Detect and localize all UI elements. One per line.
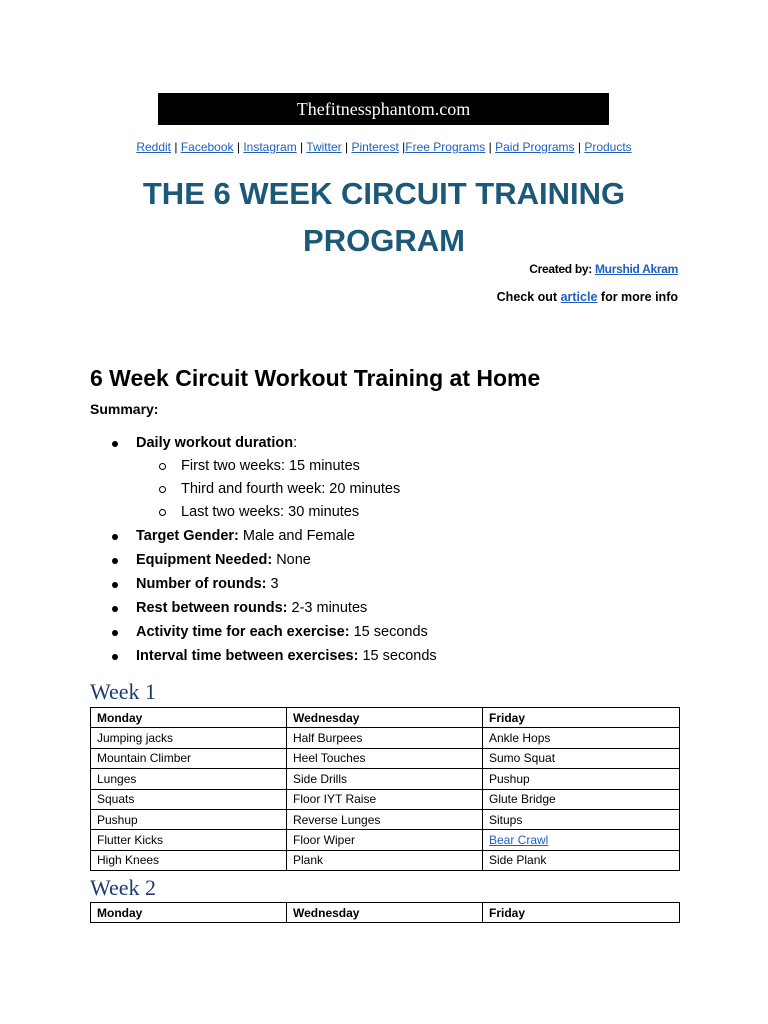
duration-item: Last two weeks: 30 minutes — [181, 504, 360, 520]
table-cell — [483, 830, 680, 850]
nav-link-reddit[interactable]: Reddit — [136, 140, 172, 154]
nav-link-free-programs[interactable]: Free Programs — [405, 140, 486, 154]
duration-item: Third and fourth week: 20 minutes — [181, 481, 401, 497]
table-header-row — [91, 903, 680, 923]
item-value: 3 — [270, 576, 279, 592]
table-cell: Plank — [287, 850, 483, 870]
table-cell: Pushup — [483, 769, 680, 789]
week-2-title: Week 2 — [90, 875, 157, 900]
item-value: 15 seconds — [353, 624, 428, 640]
nav-separator: | — [488, 140, 492, 154]
duration-item: First two weeks: 15 minutes — [181, 458, 360, 474]
table-cell: Floor IYT Raise — [287, 789, 483, 809]
bullet-icon — [112, 441, 118, 447]
table-row — [91, 830, 680, 850]
nav-links — [0, 139, 768, 155]
item-label: Rest between rounds: — [136, 600, 288, 616]
column-header: Monday — [91, 903, 287, 923]
nav-link-twitter[interactable]: Twitter — [306, 140, 342, 154]
week-2-table — [90, 902, 680, 923]
week-1-title: Week 1 — [90, 679, 157, 704]
table-cell: Lunges — [91, 769, 287, 789]
table-cell: Ankle Hops — [483, 728, 680, 748]
table-row — [91, 850, 680, 870]
nav-link-paid-programs[interactable]: Paid Programs — [495, 140, 575, 154]
table-header-row — [91, 708, 680, 728]
article-note — [497, 290, 678, 304]
table-cell: Sumo Squat — [483, 748, 680, 768]
table-row — [91, 728, 680, 748]
table-cell: Side Drills — [287, 769, 483, 789]
table-row — [91, 769, 680, 789]
nav-separator: | — [344, 140, 349, 154]
author-credit — [529, 262, 678, 276]
nav-link-products[interactable]: Products — [584, 140, 632, 154]
nav-separator: | — [577, 140, 581, 154]
bullet-icon — [112, 654, 118, 660]
item-label: Target Gender: — [136, 528, 239, 544]
column-header: Friday — [483, 903, 680, 923]
hollow-bullet-icon — [159, 509, 166, 516]
page-title-line-1: THE 6 WEEK CIRCUIT TRAINING — [142, 176, 626, 211]
table-cell: Side Plank — [483, 850, 680, 870]
bullet-icon — [112, 582, 118, 588]
item-label: Number of rounds: — [136, 576, 267, 592]
table-cell: Flutter Kicks — [91, 830, 287, 850]
nav-separator: | — [402, 140, 406, 154]
table-cell: Jumping jacks — [91, 728, 287, 748]
table-cell: Pushup — [91, 809, 287, 829]
bullet-icon — [112, 606, 118, 612]
checkout-prefix: Check out — [496, 290, 558, 304]
page-title — [84, 170, 684, 264]
table-row — [91, 748, 680, 768]
table-cell: Half Burpees — [287, 728, 483, 748]
column-header: Wednesday — [287, 708, 483, 728]
bullet-icon — [112, 558, 118, 564]
week-1-table — [90, 707, 680, 871]
nav-link-pinterest[interactable]: Pinterest — [351, 140, 399, 154]
column-header: Friday — [483, 708, 680, 728]
item-label: Equipment Needed: — [136, 552, 273, 568]
table-cell: Glute Bridge — [483, 789, 680, 809]
table-cell: Heel Touches — [287, 748, 483, 768]
nav-separator: | — [236, 140, 240, 154]
duration-label: Daily workout duration — [136, 435, 294, 451]
table-row — [91, 809, 680, 829]
column-header: Monday — [91, 708, 287, 728]
bear-crawl-link[interactable]: Bear Crawl — [489, 833, 549, 848]
site-banner: Thefitnessphantom.com — [158, 93, 609, 125]
table-row — [91, 789, 680, 809]
table-cell: Reverse Lunges — [287, 809, 483, 829]
article-link[interactable]: article — [560, 290, 598, 304]
bullet-icon — [112, 630, 118, 636]
item-value: 2-3 minutes — [291, 600, 368, 616]
table-cell: High Knees — [91, 850, 287, 870]
item-value: Male and Female — [242, 528, 355, 544]
hollow-bullet-icon — [159, 463, 166, 470]
page-title-line-2: PROGRAM — [303, 223, 465, 258]
table-cell: Situps — [483, 809, 680, 829]
duration-colon: : — [293, 435, 298, 451]
nav-link-instagram[interactable]: Instagram — [243, 140, 297, 154]
nav-separator: | — [300, 140, 304, 154]
item-label: Interval time between exercises: — [136, 648, 359, 664]
column-header: Wednesday — [287, 903, 483, 923]
summary-label: Summary: — [90, 401, 159, 417]
item-value: 15 seconds — [362, 648, 437, 664]
item-label: Activity time for each exercise: — [136, 624, 350, 640]
bullet-icon — [112, 534, 118, 540]
author-link[interactable]: Murshid Akram — [594, 262, 678, 276]
hollow-bullet-icon — [159, 486, 166, 493]
section-heading: 6 Week Circuit Workout Training at Home — [90, 365, 541, 391]
nav-separator: | — [174, 140, 178, 154]
table-cell: Mountain Climber — [91, 748, 287, 768]
credit-label: Created by: — [529, 262, 592, 276]
nav-link-facebook[interactable]: Facebook — [180, 140, 234, 154]
table-cell: Floor Wiper — [287, 830, 483, 850]
checkout-suffix: for more info — [600, 290, 678, 304]
table-cell: Squats — [91, 789, 287, 809]
item-value: None — [276, 552, 311, 568]
